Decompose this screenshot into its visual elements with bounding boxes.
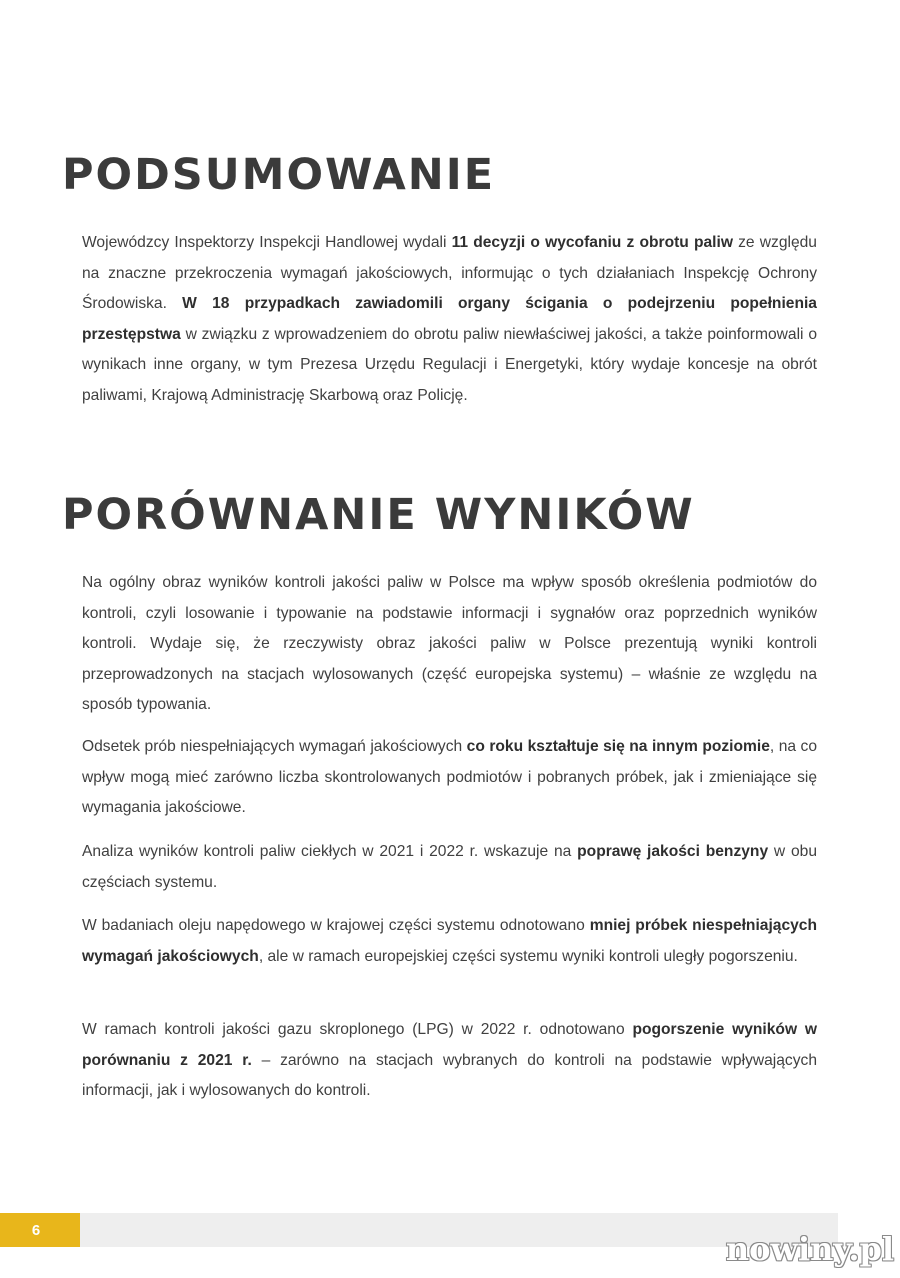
emphasis-text: pogorszenie wyników w porównaniu z 2021 r. [82, 1021, 818, 1069]
comparison-paragraph-1 [82, 568, 817, 721]
body-text: W ramach kontroli jakości gazu skroplonego (LPG) w 2022 r. odnotowano [82, 1021, 633, 1038]
summary-paragraph [82, 228, 817, 411]
comparison-paragraph-4 [82, 911, 817, 972]
emphasis-text: mniej próbek niespełniających wymagań jakościowych [82, 917, 817, 965]
page-number-badge [0, 1213, 80, 1247]
body-text: Analiza wyników kontroli paliw ciekłych w 2021 i 2022 r. wskazuje na [82, 843, 578, 860]
watermark-logo: nowiny.pl [725, 1230, 894, 1268]
section-title-podsumowanie: PODSUMOWANIE [62, 150, 496, 200]
comparison-paragraph-3 [82, 837, 817, 898]
emphasis-text: W 18 przypadkach zawiadomili organy ścigania o podejrzeniu popełnienia przestępstwa [82, 295, 817, 343]
emphasis-text: 11 decyzji o wycofaniu z obrotu paliw [451, 234, 733, 251]
page-number: 6 [31, 1221, 41, 1239]
body-text: W badaniach oleju napędowego w krajowej części systemu odnotowano [82, 917, 590, 934]
body-text: , na co wpływ mogą mieć zarówno liczba skontrolowanych podmiotów i pobranych próbek, jak i zmieniające się wymagania jakościowe. [82, 738, 818, 816]
body-text: ze względu na znaczne przekroczenia wymagań jakościowych, informując o tych działaniach Inspekcję Ochrony Środowiska. [82, 234, 817, 312]
footer-bar [0, 1213, 838, 1247]
comparison-paragraph-2 [82, 732, 817, 824]
comparison-paragraph-5 [82, 1015, 817, 1107]
body-text: Odsetek prób niespełniających wymagań jakościowych [82, 738, 467, 755]
body-text: w obu częściach systemu. [82, 843, 817, 891]
body-text: , ale w ramach europejskiej części systemu wyniki kontroli uległy pogorszeniu. [258, 947, 798, 965]
emphasis-text: co roku kształtuje się na innym poziomie [466, 738, 770, 755]
section-title-porownanie: PORÓWNANIE WYNIKÓW [62, 490, 695, 540]
body-text: w związku z wprowadzeniem do obrotu paliw niewłaściwej jakości, a także poinformowali o wynikach inne organy, w tym Prezesa Urzędu Regulacji i Energetyki, który wydaje koncesje na obrót paliwami, Krajową Administrację Skarbową oraz Policję. [82, 325, 817, 404]
emphasis-text: poprawę jakości benzyny [577, 843, 769, 860]
body-text: Na ogólny obraz wyników kontroli jakości paliw w Polsce ma wpływ sposób określenia podmiotów do kontroli, czyli losowanie i typowanie na podstawie informacji i sygnałów oraz poprzednich wyników kontroli. Wydaje się, że rzeczywisty obraz jakości paliw w Polsce prezentują wyniki kontroli przeprowadzonych na stacjach wylosowanych (część europejska systemu) – właśnie ze względu na sposób typowania. [82, 574, 817, 713]
body-text: Wojewódzcy Inspektorzy Inspekcji Handlowej wydali [82, 234, 452, 251]
body-text: – zarówno na stacjach wybranych do kontroli na podstawie wpływających informacji, jak i wylosowanych do kontroli. [82, 1051, 818, 1099]
